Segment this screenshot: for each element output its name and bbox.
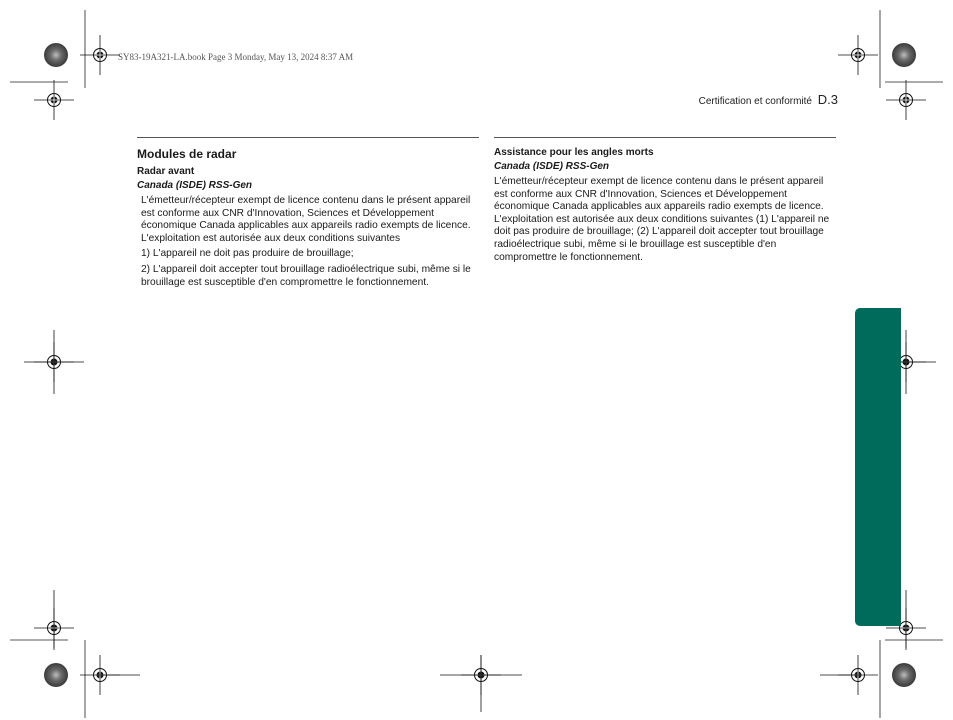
body-paragraph: 2) L'appareil doit accepter tout brouillage radioélectrique subi, même si le brouillage est susceptible d'en compromettre le fonctionnement. [141,263,471,288]
regulation-heading: Canada (ISDE) RSS-Gen [137,180,253,191]
registration-mark [838,35,878,75]
registration-mark [34,80,74,120]
running-head [699,92,838,107]
registration-mark [80,35,120,75]
rosette-bottom-right [892,663,916,687]
print-slug: SY83-19A321-LA.book Page 3 Monday, May 13, 2024 8:37 AM [118,52,354,62]
crop-lines [10,10,943,718]
body-paragraph: L'émetteur/récepteur exempt de licence contenu dans le présent appareil est conforme aux CNR d'Innovation, Sciences et Développement économique Canada applicables aux appareils radio exempts de licence. L'exploitation est autorisée aux deux conditions suivantes [141,195,471,244]
thumb-tab [855,308,901,626]
rosette-top-right [892,43,916,67]
body-paragraph: L'émetteur/récepteur exempt de licence contenu dans le présent appareil est conforme aux CNR d'Innovation, Sciences et Développement économique Canada applicables aux appareils radio exempts de licence. L'exploitation est autorisée aux deux conditions suivantes (1) L'appareil ne doit pas produire de brouillage; (2) L'appareil doit accepter tout brouillage radioélectrique subi, même si le brouillage est susceptible d'en compromettre le fonctionnement. [494,176,830,263]
registration-mark [886,80,926,120]
guide-lines [24,330,936,712]
rosette-top-left [44,43,68,67]
subsection-title: Radar avant [137,166,195,177]
column-rule [137,137,479,138]
regulation-heading: Canada (ISDE) RSS-Gen [494,161,610,172]
registration-marks [34,35,926,695]
page-number: D.3 [817,92,838,107]
column-rule [494,137,836,138]
body-paragraph: 1) L'appareil ne doit pas produire de brouillage; [141,248,354,260]
left-column [137,137,479,292]
subsection-title: Assistance pour les angles morts [494,147,654,158]
right-column [494,137,836,267]
running-title: Certification et conformité [698,96,812,107]
rosette-bottom-left [44,663,68,687]
section-title: Modules de radar [137,147,237,161]
